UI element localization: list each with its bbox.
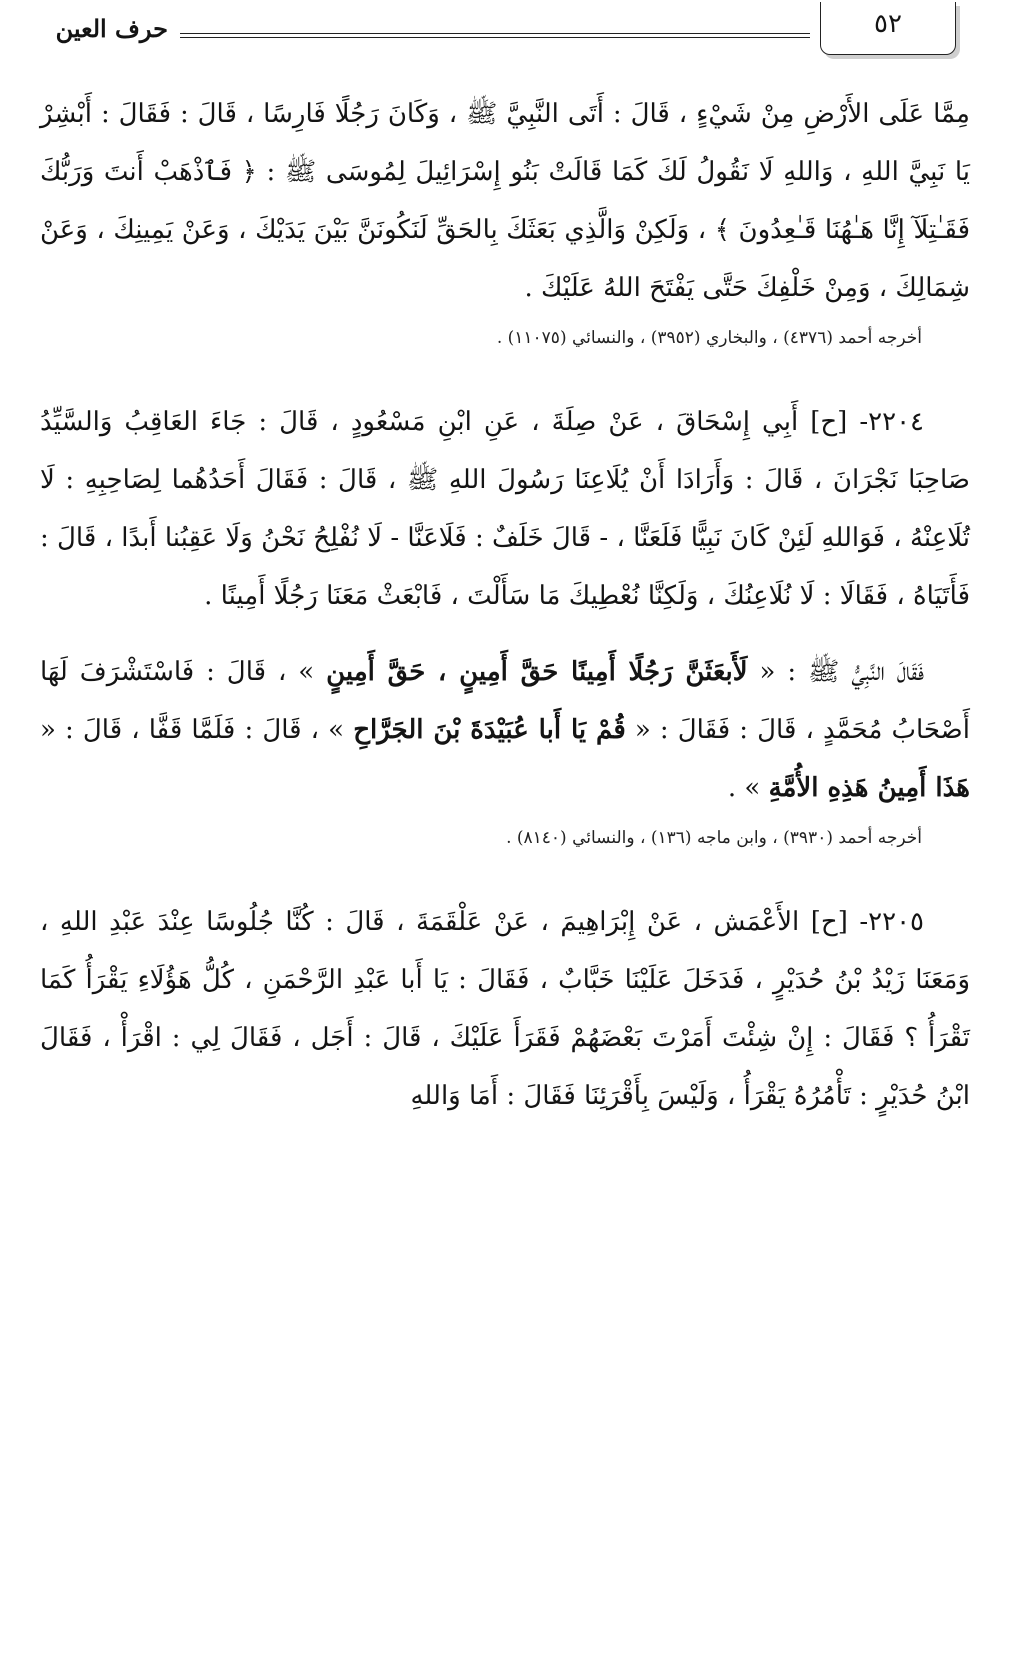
citation-reference: أخرجه أحمد (٤٣٧٦) ، والبخاري (٣٩٥٢) ، والنسائي (١١٠٧٥) . xyxy=(496,328,922,348)
chapter-title: حرف العين xyxy=(55,14,168,43)
page-number: ٥٢ xyxy=(874,9,902,39)
text-span: » ، قَالَ : فَاسْتَشْرَفَ لَهَا أَصْحَابُ مُحَمَّدٍ ، قَالَ : فَقَالَ : « xyxy=(40,657,970,745)
hadith-2204-continued xyxy=(40,643,970,817)
citation-reference: أخرجه أحمد (٣٩٣٠) ، وابن ماجه (١٣٦) ، والنسائي (٨١٤٠) . xyxy=(506,828,922,848)
page-body xyxy=(40,85,970,1125)
page-number-tab xyxy=(820,2,956,55)
prophet-quote: هَذَا أَمِينُ هَذِهِ الأُمَّةِ xyxy=(768,773,970,803)
text-span: » . xyxy=(727,773,769,803)
spacer xyxy=(40,625,970,643)
prophet-quote: قُمْ يَا أَبا عُبَيْدَةَ بْنَ الجَرَّاحِ xyxy=(353,715,626,745)
page-header xyxy=(0,0,1010,70)
hadith-2204: ٢٢٠٤- [ح] أَبِي إِسْحَاقَ ، عَنْ صِلَةَ ، عَنِ ابْنِ مَسْعُودٍ ، قَالَ : جَاءَ العَاقِبُ وَالسَّيِّدُ صَاحِبَا نَجْرَانَ ، قَالَ : وَأَرَادَا أَنْ يُلَاعِنَا رَسُولَ اللهِ ﷺ ، قَالَ : فَقَالَ أَحَدُهُما لِصَاحِبِهِ : لَا تُلَاعِنْهُ ، فَوَاللهِ لَئِنْ كَانَ نَبِيًّا فَلَعَنَّا ، - قَالَ خَلَفٌ : فَلَاعَنَّا - لَا نُفْلِحُ نَحْنُ وَلَا عَقِبُنا أَبدًا ، قَالَ : فَأَتَيَاهُ ، فَقَالَا : لَا نُلَاعِنُكَ ، وَلَكِنَّا نُعْطِيكَ مَا سَأَلْتَ ، فَابْعَثْ مَعَنَا رَجُلًا أَمِينًا . xyxy=(40,407,970,611)
text-span: فَقَالَ النَّبِيُّ ﷺ : « xyxy=(747,657,924,687)
header-rule xyxy=(180,33,810,38)
hadith-2205: ٢٢٠٥- [ح] الأَعْمَش ، عَنْ إِبْرَاهِيمَ ، عَنْ عَلْقَمَةَ ، قَالَ : كُنَّا جُلُوسًا عِنْدَ عَبْدِ اللهِ ، وَمَعَنَا زَيْدُ بْنُ حُدَيْرٍ ، فَدَخَلَ عَلَيْنَا خَبَّابٌ ، فَقَالَ : يَا أَبا عَبْدِ الرَّحْمَنِ ، كُلُّ هَؤُلَاءِ يَقْرَأُ كَمَا تَقْرَأُ ؟ فَقَالَ : إِنْ شِئْتَ أَمَرْتَ بَعْضَهُمْ فَقَرَأَ عَلَيْكَ ، قَالَ : أَجَل ، فَقَالَ لِي : اقْرَأْ ، فَقَالَ ابْنُ حُدَيْرٍ : تَأْمُرُهُ يَقْرَأُ ، وَلَيْسَ بِأَقْرَئِنَا فَقَالَ : أَمَا وَاللهِ xyxy=(40,907,970,1111)
prophet-quote: لَأَبعَثَنَّ رَجُلًا أَمِينًا حَقَّ أَمِينٍ ، حَقَّ أَمِينٍ xyxy=(326,657,748,687)
text-span: » ، قَالَ : فَلَمَّا قَفَّا ، قَالَ : « xyxy=(40,715,354,745)
paragraph-continued: مِمَّا عَلَى الأَرْضِ مِنْ شَيْءٍ ، قَالَ : أَتَى النَّبِيَّ ﷺ ، وَكَانَ رَجُلًا فَارِسًا ، قَالَ : فَقَالَ : أَبْشِرْ يَا نَبِيَّ اللهِ ، وَاللهِ لَا نَقُولُ لَكَ كَمَا قَالَتْ بَنُو إِسْرَائِيلَ لِمُوسَى ﷺ : ﴿ فَٱذْهَبْ أَنتَ وَرَبُّكَ فَقَـٰتِلَآ إِنَّا هَـٰهُنَا قَـٰعِدُونَ ﴾ ، وَلَكِنْ وَالَّذِي بَعَثَكَ بِالحَقِّ لَنَكُونَنَّ بَيْنَ يَدَيْكَ ، وَعَنْ يَمِينِكَ ، وَعَنْ شِمَالِكَ ، وَمِنْ خَلْفِكَ حَتَّى يَفْتَحَ اللهُ عَلَيْكَ . xyxy=(40,99,970,303)
